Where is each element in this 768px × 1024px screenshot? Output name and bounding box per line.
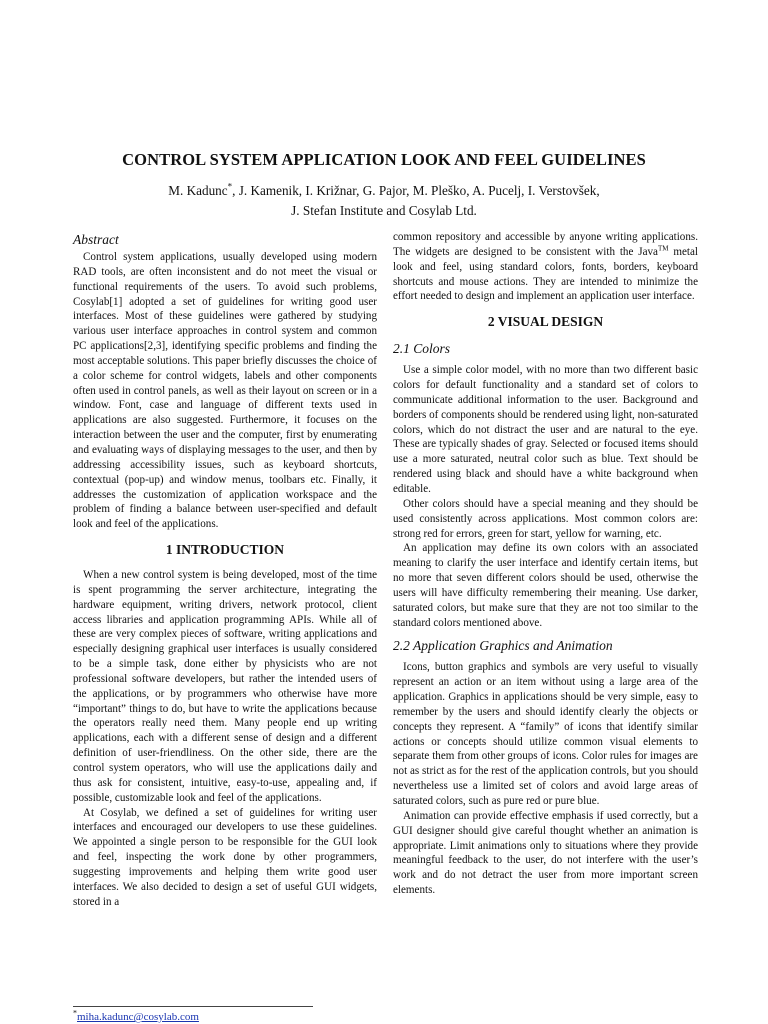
paper-title: CONTROL SYSTEM APPLICATION LOOK AND FEEL GUIDELINES — [122, 150, 646, 169]
right-column — [393, 230, 698, 898]
colors-heading: 2.1 Colors — [393, 341, 451, 357]
author-footnote-mark: * — [227, 181, 233, 192]
colors-paragraph-1: Use a simple color model, with no more than two different basic colors for default functionality and a standard set of colors to communicate additional information to the user. Background and borders of components should be rendered using light, non-saturated colors, which do not distract the user and are natural to the eye. These are typically shades of gray. Selected or focused items should use a more saturated, neutral color such as blue. Text should be rendered using black and should have a white background when editable. — [393, 364, 698, 495]
intro-paragraph-2: At Cosylab, we defined a set of guidelines for writing user interfaces and encouraged our developers to use these guidelines. We appointed a single person to be responsible for the GUI look and feel, inspecting the work done by other programmers, suggesting improvements and helping them write good user interfaces. We also decided to design a set of useful GUI widgets, stored in a — [73, 806, 377, 908]
graphics-paragraph-2: Animation can provide effective emphasis if used correctly, but a GUI designer should give careful thought whether an animation is appropriate. Limit animations only to situations where they provide meaningful feedback to the user, do not interfere with the user’s work and do not detract the user from more important screen elements. — [393, 809, 698, 897]
intro-cont-a: common repository and accessible by anyone writing applications. The widgets are designed to be consistent with the Java — [393, 231, 698, 258]
colors-paragraph-3: An application may define its own colors with an associated meaning to clarify the user interface and identify certain items, but no more that seven different colors should be used, otherwise the users will have difficulty remembering their meaning. Use darker, saturated colors, but make sure that they are not too similar to the standard colors mentioned above. — [393, 542, 698, 629]
footnote-mark: * — [73, 1008, 77, 1018]
email-link[interactable]: miha.kadunc@cosylab.com — [77, 1011, 199, 1023]
trademark-mark: TM — [657, 244, 669, 253]
other-authors: , J. Kamenik, I. Križnar, G. Pajor, M. Pleško, A. Pucelj, I. Verstovšek, — [232, 183, 600, 198]
left-column — [73, 230, 377, 909]
intro-paragraph-1: When a new control system is being developed, most of the time is spent programming the server architecture, integrating the hardware equipment, writing drivers, network protocol, client access libraries and application programming APIs. While all of these are very complex pieces of software, writing applications and especially designing graphical user interfaces is usually considered to be a simple task, done either by physicists who are not professional software developers, but rather the intended users of the applications, or by programmers who otherwise have more “important” things to do, but have to write the applications because the operators really need them. Many people end up writing applications, each with a different sense of design and a different definition of user-friendliness. On the other side, there are the control system operators, who will use the applications daily and thus ask for consistent, intuitive, easy-to-use, appealing and, if possible, customizable look and feel of the applications. — [73, 569, 377, 804]
colors-paragraph-2: Other colors should have a special meaning and they should be used consistently across applications. Most common colors are: strong red for errors, green for start, yellow for warning, etc. — [393, 497, 698, 540]
first-author: M. Kadunc — [168, 183, 228, 198]
footnote — [73, 1006, 313, 1024]
graphics-heading: 2.2 Application Graphics and Animation — [393, 638, 613, 654]
graphics-paragraph-1: Icons, button graphics and symbols are very useful to visually represent an action or an item without using a large area of the application. Graphics in applications should be very simple, easy to remember by the users and should identify clearly the objects or concepts they represent. A “family” of icons that identify similar actions or concepts should utilize common visual elements to separate them from other groups of icons. Color rules for images are not as strict as for the rest of the application controls, but you should nevertheless use a limited set of colors and avoid large areas of saturated colors, such as pure red or pure blue. — [393, 661, 698, 807]
author-block — [0, 181, 768, 221]
intro-paragraph-2-continued — [393, 230, 698, 304]
author-line-1 — [0, 181, 768, 201]
abstract-text: Control system applications, usually developed using modern RAD tools, are often inconsistent and do not meet the visual or functional requirements of the users. To avoid such problems, Cosylab[1] adopted a set of guidelines for writing good user interfaces. Most of these guidelines were gathered by studying various user interface approaches in control system and common PC applications[2,3], identifying specific problems and finding the most acceptable solutions. This paper briefly discusses the choice of a color scheme for control widgets, labels and other components often used in control panels, as well as their layout on screen or in a window. Font, case and language of different texts used in applications are also suggested. Furthermore, it focuses on the interaction between the user and the computer, first by enumerating and evaluating ways of displaying messages to the user, and then by addressing accessibility issues, such as keyboard shortcuts, contextual (pop-up) and window menus, toolbars etc. Finally, it addresses the customization of application workspace and the problem of finding a balance between user-specified and default look and feel of the applications. — [73, 251, 377, 531]
author-affiliation: J. Stefan Institute and Cosylab Ltd. — [291, 203, 477, 218]
introduction-heading: 1 INTRODUCTION — [165, 542, 285, 558]
visual-design-heading: 2 VISUAL DESIGN — [487, 314, 604, 330]
abstract-heading: Abstract — [73, 232, 119, 247]
intro-cont-b: metal look and feel, using standard colors, fonts, borders, keyboard shortcuts and mouse actions. They are intended to minimize the effort needed to design and implement an application user interface. — [393, 245, 698, 303]
